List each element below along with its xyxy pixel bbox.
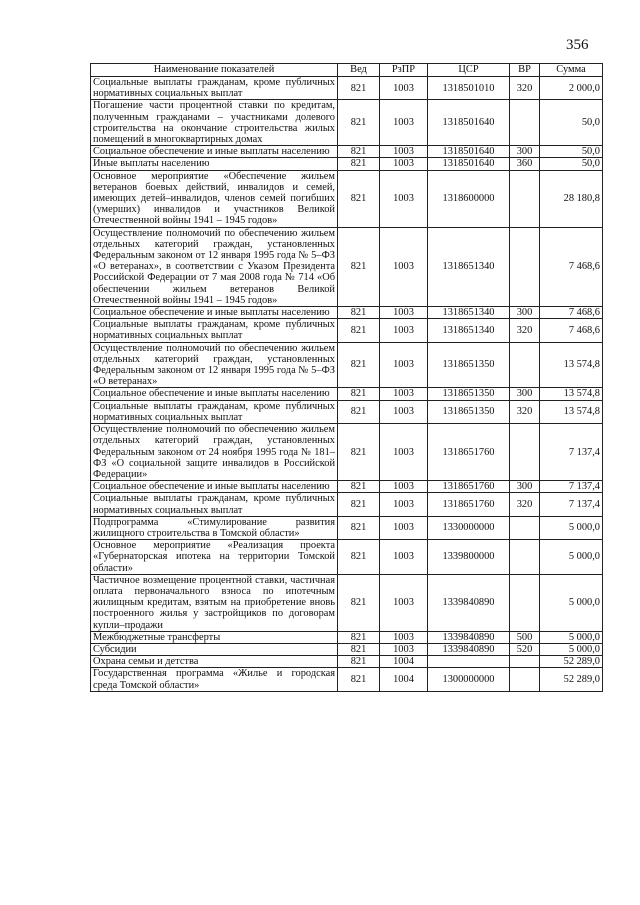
row-sum: 5 000,0 [540, 574, 603, 631]
header-ved: Вед [338, 64, 380, 77]
table-row [91, 146, 603, 158]
row-vr [510, 227, 540, 306]
row-csr: 1339840890 [428, 643, 510, 655]
row-sum: 50,0 [540, 146, 603, 158]
row-name: Социальные выплаты гражданам, кроме публичных нормативных социальных выплат [91, 400, 338, 423]
row-name: Частичное возмещение процентной ставки, частичная оплата первоначального взноса по ипотечным жилищным кредитам, взятым на приобретение вновь построенного жилья у застройщиков по договорам купли–продажи [91, 574, 338, 631]
table-row [91, 540, 603, 575]
row-sum: 2 000,0 [540, 77, 603, 100]
row-name: Подпрограмма «Стимулирование развития жилищного строительства в Томской области» [91, 516, 338, 539]
row-vr [510, 668, 540, 691]
row-csr: 1318651350 [428, 388, 510, 400]
row-sum: 7 468,6 [540, 307, 603, 319]
row-csr: 1318651760 [428, 424, 510, 481]
row-name: Субсидии [91, 643, 338, 655]
row-ved: 821 [338, 146, 380, 158]
row-sum: 13 574,8 [540, 388, 603, 400]
row-rzpr: 1003 [380, 493, 428, 516]
row-ved: 821 [338, 668, 380, 691]
row-vr: 360 [510, 158, 540, 170]
table-row [91, 643, 603, 655]
row-name: Социальные выплаты гражданам, кроме публичных нормативных социальных выплат [91, 77, 338, 100]
row-vr [510, 516, 540, 539]
row-csr: 1318651340 [428, 227, 510, 306]
row-ved: 821 [338, 388, 380, 400]
table-row [91, 170, 603, 227]
row-name: Осуществление полномочий по обеспечению жильем отдельных категорий граждан, установленных Федеральным законом от 24 ноября 1995 года № 181–ФЗ «О социальной защите инвалидов в Российской Федерации» [91, 424, 338, 481]
row-sum: 50,0 [540, 158, 603, 170]
row-name: Основное мероприятие «Реализация проекта «Губернаторская ипотека на территории Томской области» [91, 540, 338, 575]
row-rzpr: 1003 [380, 481, 428, 493]
row-vr [510, 540, 540, 575]
row-vr: 300 [510, 481, 540, 493]
row-vr: 320 [510, 493, 540, 516]
header-csr: ЦСР [428, 64, 510, 77]
row-rzpr: 1003 [380, 400, 428, 423]
row-ved: 821 [338, 493, 380, 516]
header-vr: ВР [510, 64, 540, 77]
row-sum: 52 289,0 [540, 656, 603, 668]
row-name: Социальное обеспечение и иные выплаты населению [91, 307, 338, 319]
row-sum: 7 468,6 [540, 227, 603, 306]
table-row [91, 516, 603, 539]
row-csr: 1339840890 [428, 631, 510, 643]
row-csr: 1318651760 [428, 481, 510, 493]
row-ved: 821 [338, 656, 380, 668]
row-rzpr: 1003 [380, 631, 428, 643]
row-ved: 821 [338, 307, 380, 319]
row-rzpr: 1003 [380, 77, 428, 100]
row-vr [510, 342, 540, 388]
table-row [91, 158, 603, 170]
row-name: Социальное обеспечение и иные выплаты населению [91, 146, 338, 158]
row-vr: 300 [510, 146, 540, 158]
row-ved: 821 [338, 400, 380, 423]
row-rzpr: 1003 [380, 100, 428, 146]
row-sum: 13 574,8 [540, 342, 603, 388]
row-name: Межбюджетные трансферты [91, 631, 338, 643]
row-ved: 821 [338, 631, 380, 643]
row-ved: 821 [338, 227, 380, 306]
row-rzpr: 1003 [380, 540, 428, 575]
row-ved: 821 [338, 100, 380, 146]
table-row [91, 493, 603, 516]
row-rzpr: 1003 [380, 319, 428, 342]
header-name: Наименование показателей [91, 64, 338, 77]
row-vr [510, 574, 540, 631]
row-vr: 320 [510, 77, 540, 100]
row-sum: 7 137,4 [540, 481, 603, 493]
table-row [91, 319, 603, 342]
row-vr: 520 [510, 643, 540, 655]
row-ved: 821 [338, 342, 380, 388]
row-vr: 320 [510, 319, 540, 342]
row-rzpr: 1003 [380, 158, 428, 170]
row-rzpr: 1003 [380, 643, 428, 655]
row-rzpr: 1003 [380, 574, 428, 631]
page-number: 356 [566, 37, 589, 53]
row-ved: 821 [338, 574, 380, 631]
row-vr [510, 656, 540, 668]
row-csr: 1318501640 [428, 158, 510, 170]
row-csr: 1318600000 [428, 170, 510, 227]
table-row [91, 481, 603, 493]
row-name: Государственная программа «Жилье и городская среда Томской области» [91, 668, 338, 691]
row-ved: 821 [338, 540, 380, 575]
row-sum: 28 180,8 [540, 170, 603, 227]
row-name: Иные выплаты населению [91, 158, 338, 170]
row-vr: 300 [510, 307, 540, 319]
row-ved: 821 [338, 643, 380, 655]
table-row [91, 77, 603, 100]
row-vr: 500 [510, 631, 540, 643]
row-rzpr: 1003 [380, 146, 428, 158]
table-row [91, 656, 603, 668]
row-sum: 13 574,8 [540, 400, 603, 423]
table-row [91, 342, 603, 388]
row-vr [510, 170, 540, 227]
row-name: Социальное обеспечение и иные выплаты населению [91, 481, 338, 493]
row-csr: 1318501640 [428, 100, 510, 146]
table-row [91, 388, 603, 400]
row-rzpr: 1003 [380, 342, 428, 388]
row-rzpr: 1004 [380, 656, 428, 668]
row-rzpr: 1003 [380, 516, 428, 539]
row-sum: 50,0 [540, 100, 603, 146]
table-row [91, 307, 603, 319]
row-csr: 1318651340 [428, 307, 510, 319]
row-rzpr: 1003 [380, 307, 428, 319]
table-row [91, 668, 603, 691]
row-csr: 1339840890 [428, 574, 510, 631]
row-name: Охрана семьи и детства [91, 656, 338, 668]
header-sum: Сумма [540, 64, 603, 77]
row-csr: 1318651350 [428, 400, 510, 423]
row-csr: 1318501640 [428, 146, 510, 158]
row-name: Социальные выплаты гражданам, кроме публичных нормативных социальных выплат [91, 319, 338, 342]
row-rzpr: 1003 [380, 388, 428, 400]
row-csr [428, 656, 510, 668]
row-sum: 5 000,0 [540, 631, 603, 643]
row-ved: 821 [338, 170, 380, 227]
row-csr: 1339800000 [428, 540, 510, 575]
table-row [91, 424, 603, 481]
row-name: Основное мероприятие «Обеспечение жильем ветеранов боевых действий, инвалидов и семей, имеющих детей–инвалидов, членов семей погибших (умерших) инвалидов и участников Великой Отечественной войны 1941 – 1945 годов» [91, 170, 338, 227]
row-vr: 320 [510, 400, 540, 423]
row-sum: 52 289,0 [540, 668, 603, 691]
row-vr: 300 [510, 388, 540, 400]
row-csr: 1318651350 [428, 342, 510, 388]
row-csr: 1318501010 [428, 77, 510, 100]
row-rzpr: 1004 [380, 668, 428, 691]
row-sum: 7 137,4 [540, 424, 603, 481]
row-rzpr: 1003 [380, 227, 428, 306]
row-sum: 5 000,0 [540, 540, 603, 575]
row-ved: 821 [338, 158, 380, 170]
row-ved: 821 [338, 77, 380, 100]
row-name: Осуществление полномочий по обеспечению жильем отдельных категорий граждан, установленных Федеральным законом от 12 января 1995 года № 5–ФЗ «О ветеранах», в соответствии с Указом Президента Российской Федерации от 7 мая 2008 года № 714 «Об обеспечении жильем ветеранов Великой Отечественной войны 1941 – 1945 годов» [91, 227, 338, 306]
row-ved: 821 [338, 424, 380, 481]
row-name: Социальное обеспечение и иные выплаты населению [91, 388, 338, 400]
row-vr [510, 100, 540, 146]
row-name: Осуществление полномочий по обеспечению жильем отдельных категорий граждан, установленных Федеральным законом от 12 января 1995 года № 5–ФЗ «О ветеранах» [91, 342, 338, 388]
row-sum: 7 137,4 [540, 493, 603, 516]
table-header-row [91, 64, 603, 77]
row-sum: 7 468,6 [540, 319, 603, 342]
table-row [91, 227, 603, 306]
row-ved: 821 [338, 319, 380, 342]
table-row [91, 631, 603, 643]
budget-table [90, 63, 603, 692]
row-sum: 5 000,0 [540, 643, 603, 655]
row-ved: 821 [338, 481, 380, 493]
row-csr: 1318651760 [428, 493, 510, 516]
row-csr: 1300000000 [428, 668, 510, 691]
table-row [91, 574, 603, 631]
row-rzpr: 1003 [380, 170, 428, 227]
row-vr [510, 424, 540, 481]
table-row [91, 400, 603, 423]
row-name: Социальные выплаты гражданам, кроме публичных нормативных социальных выплат [91, 493, 338, 516]
header-rzpr: РзПР [380, 64, 428, 77]
row-sum: 5 000,0 [540, 516, 603, 539]
row-name: Погашение части процентной ставки по кредитам, полученным гражданами – участниками долевого строительства на окончание строительства жилых помещений в многоквартирных домах [91, 100, 338, 146]
row-csr: 1330000000 [428, 516, 510, 539]
table-row [91, 100, 603, 146]
row-ved: 821 [338, 516, 380, 539]
row-csr: 1318651340 [428, 319, 510, 342]
row-rzpr: 1003 [380, 424, 428, 481]
